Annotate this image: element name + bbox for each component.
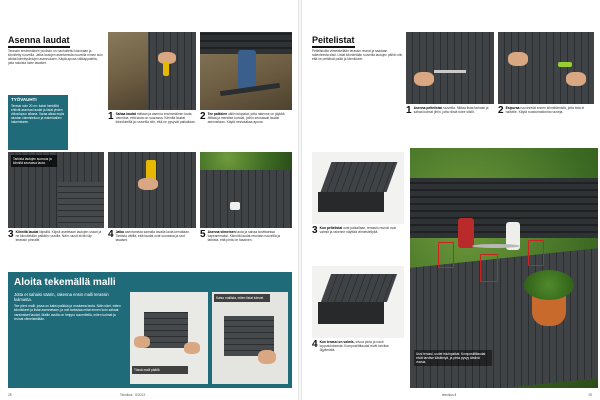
footer-right-mid: teknikus.fi [442, 393, 457, 397]
photo-finished-terrace [410, 148, 598, 388]
model-box [8, 272, 292, 388]
caption-listat-2: 2 Esiporaa ruuvinreiät ennen kiinnittämistä, jotta lista ei halkeile. Käytä ruostumattomia ruuveja. [498, 106, 585, 116]
photo-step-3 [8, 152, 104, 228]
caption-step-2: 2 Tee palkkien väliin tukipalat, jotta rakenne on jäykkä. Mittaa ja merkitse kohdat, joihin seuraavat laudat asennetaan. Käytä vesivaakaa apuna. [200, 112, 286, 125]
box-lead: Jotta et sahaisi väärin, rakenna ensin malli terassin kulmasta. [14, 292, 109, 302]
photo-step-2 [200, 32, 292, 110]
caption-step-3: 3 Kiinnitä laudat klipsillä. Klipsit asetetaan lautojen uraan ja ne kiinnitetään palkkiin ruuvilla. Näin ruuvit eivät näy terassin pinnalle. [8, 230, 102, 243]
right-intro-text: Peitelistoilla viimeistellään terassin reunat ja saadaan rakenteesta siisti. Listat kiinnitetään ruuveilla lautojen päihin niin, että ne peittävät palkit ja kiinnikkeet. [312, 49, 404, 62]
left-page [0, 0, 298, 400]
tip-box [8, 95, 68, 150]
box-photo-2 [212, 292, 288, 384]
caption-listat-3: 3 Kun peitelistat ovat paikallaan, terassin reunat ovat valmiit ja rakenne näyttää viimeistellyltä. [312, 226, 396, 236]
box-photo-1 [130, 292, 208, 384]
page-number-left: 28 [8, 393, 12, 397]
box-body: Tee pieni malli, jossa on kaksi palkkia ja muutama lauta. Näin näet, miten kiinnikkeet ja listat asennetaan, ja voit tarkistaa mitat ennen kuin sahaat varsinaiset laudat. Mallin avulla on helppo suunnitella, miten kulmat ja reunat viimeistellään. [14, 304, 121, 321]
tip-title: TYÖVAUHTI [11, 97, 37, 102]
caption-listat-1: 1 Asenna peitelistat ruuveilla. Mittaa listat tarkasti ja sahaa kulmat jiiriin, jotta niistä tulee siistit. [406, 106, 489, 116]
footer-left-mid: Teknikus · 6/2013 [120, 393, 145, 397]
tip-text: Terassi noin 20 m²: kaksi henkilöä ehtivät asentaa laudat ja listat yhden viikonlopun aikana. Varaa aikaa myös alustan valmisteluun ja materiaalien hakemiseen. [11, 104, 65, 124]
caption-listat-4: 4 Kun terassi on valmis, siivoa pinta ja nauti lopputuloksesta. Komposiittilaudat eivät tarvitse öljyämistä. [312, 340, 389, 353]
caption-step-4: 4 Jatka asentamista samalla tavalla lauta kerrallaan. Tarkista välillä, että laudat ovat suorassa ja raot tasaiset. [108, 230, 190, 243]
page-number-right: 29 [588, 393, 592, 397]
box-title: Aloita tekemällä malli [14, 277, 116, 288]
inset-label: Tarkista lautojen suoruus ja kiinnitä seuraava lauta. [11, 155, 57, 167]
right-page [302, 0, 600, 400]
intro-text: Terassin ensimmäinen puolisko on nauhoitettu kokonaan ja kiinnitetty ruuveilla. Jatka lautojen asentamista ruuveilla ennen kuin aloitat kiinnityslistojen asennuksen. Käytä apuna välikappaleita, jotta rakoista tulee tasaiset. [8, 49, 103, 66]
photo-listat-1 [406, 32, 494, 104]
caption-step-1: 1 Sahaa laudat mittaan ja asenna ensimmäinen lauta. Varmista, että lauta on suorassa. Kiinnitä laudat kiinnikkeillä ja ruuveilla niin, että ne pysyvät paikallaan. [108, 112, 196, 125]
box-photo-2-caption: Katso mallista, miten listat tulevat [214, 294, 270, 302]
right-section-title: Peitelistat [312, 35, 355, 48]
photo-listat-4 [312, 266, 404, 338]
caption-step-5: 5 Asenna viimeinen lauta ja sahaa tarvittaessa kapeammaksi. Kiinnitä laudat reunaan ruuveilla ja tarkista, että pinta on tasainen. [200, 230, 281, 243]
photo-step-1 [108, 32, 196, 110]
photo-step-4 [108, 152, 196, 228]
box-photo-1-caption: Tässä malli päällä [132, 366, 188, 374]
photo-caption: Uusi terassi, uudet istuinpaikat. Komposiittilaudat eivät tarvitse käsittelyä, ja pinta pysyy siistinä vuosia. [414, 350, 492, 366]
section-title: Asenna laudat [8, 35, 70, 48]
photo-listat-3 [312, 152, 404, 224]
photo-step-5 [200, 152, 292, 228]
photo-listat-2 [498, 32, 594, 104]
